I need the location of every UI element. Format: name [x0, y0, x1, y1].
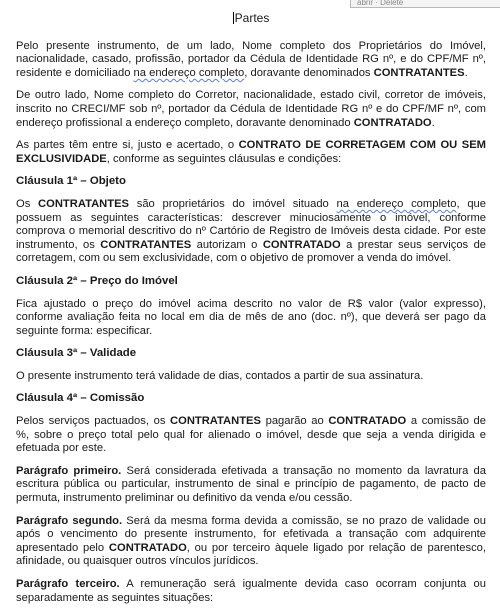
title-text: Partes — [234, 11, 270, 25]
text-run: . — [464, 66, 468, 79]
text-run: Os — [16, 197, 39, 210]
paragraph-agreement — [16, 139, 486, 166]
text-run: são proprietários do imóvel situado — [129, 197, 337, 210]
text-run: Pelo presente instrumento, de um lado, Nome completo dos Proprietários do Imóvel, nacionalidade, casado, profissão, portador da Cédula de Identidade RG nº, e do CPF/MF nº, residente e domiciliado — [16, 39, 486, 79]
text-run: De outro lado, Nome completo do Corretor, nacionalidade, estado civil, corretor de imóveis, inscrito no CRECI/MF sob nº, portador da Cédula de Identidade RG nº e do CPF/MF nº, com endereço profissional a endereço completo, doravante denominado — [16, 89, 486, 129]
text-run: pagarão ao — [260, 415, 329, 428]
clause-2-text: Fica ajustado o preço do imóvel acima descrito no valor de R$ valor (valor expresso), conforme avaliação feita no local em dia de mês de ano (doc. nº), que deverá ser pago da seguinte forma: especificar. — [16, 297, 486, 337]
bold-term: CONTRATADO — [262, 238, 341, 251]
clause-4-text — [16, 415, 486, 456]
text-cursor — [233, 12, 234, 24]
bold-term: CONTRATADO — [353, 116, 432, 129]
text-run: , que possuem as seguintes características: descrever minuciosamente o imóvel, conforme comprova o memorial descritivo do nº Cartório de Registro de Imóveis desta cidade. Por este instrumento, os — [16, 197, 486, 251]
text-run: , ou por terceiro àquele ligado por relação de parentesco, afinidade, ou quaisquer outros vínculos jurídicos. — [16, 541, 486, 568]
paragraph-primeiro — [16, 465, 486, 506]
text-run: Pelos serviços pactuados, os — [16, 415, 171, 428]
bold-term: CONTRATANTES — [170, 415, 261, 428]
spellcheck-underlined-text: na endereço completo — [336, 197, 457, 210]
clause-3-text: O presente instrumento terá validade de dias, contados a partir de sua assinatura. — [16, 369, 424, 382]
bold-term: CONTRATANTES — [38, 197, 129, 210]
text-run: Será da mesma forma devida a comissão, se no prazo de validade ou após o vencimento do presente instrumento, for efetivada a transação com adquirente apresentado pelo — [16, 514, 486, 554]
text-run: autorizam o — [191, 238, 263, 251]
bold-term: CONTRATANTES — [100, 238, 192, 251]
bold-term: CONTRATANTES — [373, 66, 465, 79]
text-run: Será considerada efetivada a transação no momento da lavratura da escritura pública ou particular, instrumento de sinal e princípio de pagamento, de pacto de permuta, instrumento preliminar ou definitivo da venda e/ou cessão. — [16, 464, 486, 505]
text-run: . — [431, 116, 435, 129]
clause-1-heading: Cláusula 1ª – Objeto — [16, 175, 126, 188]
document-title — [16, 12, 486, 26]
clause-3-heading: Cláusula 3ª – Validade — [16, 347, 137, 360]
text-run: As partes têm entre si, justo e acertado, o — [16, 139, 239, 152]
bold-term: CONTRATO DE CORRETAGEM COM OU SEM EXCLUSIVIDADE — [16, 139, 486, 165]
paragraph-segundo — [16, 515, 486, 569]
text-run: A remuneração será igualmente devida caso ocorram conjunta ou separadamente as seguintes situações: — [16, 578, 486, 604]
text-run: , doravante denominados — [244, 66, 374, 79]
bold-term: CONTRATADO — [108, 541, 187, 554]
clause-1-text — [16, 198, 486, 266]
paragraph-contratado — [16, 89, 486, 130]
paragraph-terceiro — [16, 578, 486, 605]
clause-4-heading: Cláusula 4ª – Comissão — [16, 392, 145, 405]
clause-2-heading: Cláusula 2ª – Preço do Imóvel — [16, 274, 178, 287]
document-page[interactable] — [16, 12, 486, 614]
bold-term: CONTRATADO — [328, 415, 407, 428]
paragraph-contratantes — [16, 40, 486, 81]
spellcheck-underlined-text: na endereço completo — [133, 66, 245, 79]
toolbar-fragment: abrir · Delete — [350, 0, 500, 8]
text-run: , conforme as seguintes cláusulas e condições: — [106, 152, 342, 165]
paragraph-label: Parágrafo primeiro. — [16, 464, 122, 477]
text-run: a comissão de %, sobre o preço total pelo qual for alienado o imóvel, desde que seja a venda dirigida e efetuada por este. — [16, 415, 487, 455]
paragraph-label: Parágrafo segundo. — [16, 514, 123, 527]
text-run: a prestar seus serviços de corretagem, com ou sem exclusividade, com o objetivo de promover a venda do imóvel. — [16, 238, 487, 265]
paragraph-label: Parágrafo terceiro. — [16, 578, 120, 590]
